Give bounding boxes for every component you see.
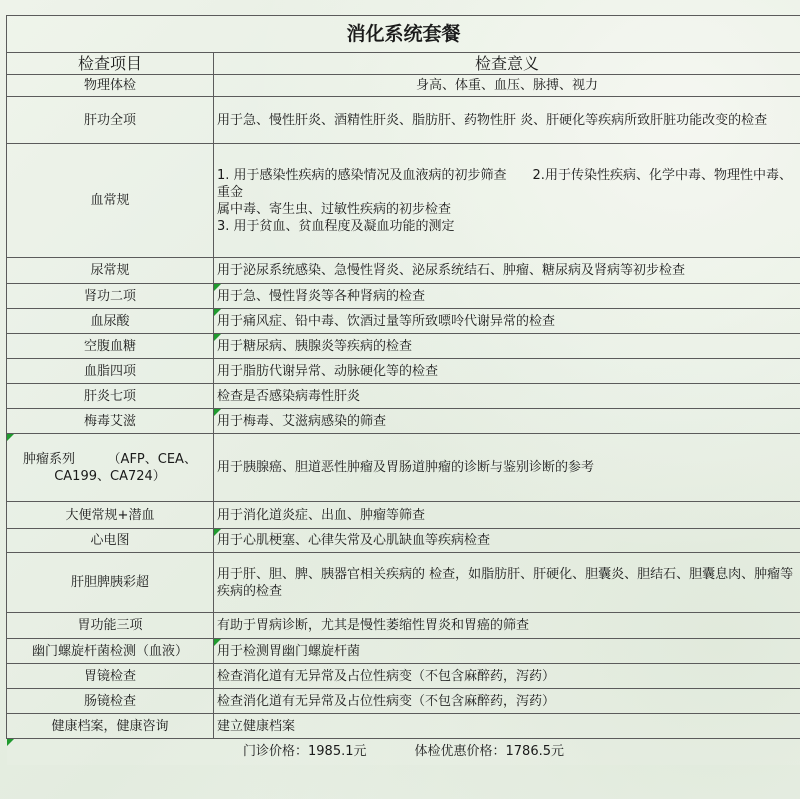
item-name: 空腹血糖 (7, 334, 214, 359)
table-row (7, 689, 800, 714)
clinic-price-label: 门诊价格： (242, 744, 308, 760)
item-desc: 身高、体重、血压、脉搏、视力 (214, 75, 800, 97)
package-title: 消化系统套餐 (7, 16, 800, 53)
package-table (6, 15, 800, 765)
table-row (7, 309, 800, 334)
item-desc: 检查消化道有无异常及占位性病变（不包含麻醉药，泻药） (214, 689, 800, 714)
price-summary (7, 739, 800, 765)
item-desc: 用于胰腺癌、胆道恶性肿瘤及胃肠道肿瘤的诊断与鉴别诊断的参考 (214, 434, 800, 502)
item-desc: 有助于胃病诊断，尤其是慢性萎缩性胃炎和胃癌的筛查 (214, 613, 800, 639)
table-row (7, 613, 800, 639)
clinic-price-value: 1985.1元 (308, 744, 367, 760)
item-desc: 用于心肌梗塞、心律失常及心肌缺血等疾病检查 (214, 529, 800, 553)
desc-line: 1. 用于感染性疾病的感染情况及血液病的初步筛查 2.用于传染性疾病、化学中毒、物理性中毒、重金 (217, 167, 792, 200)
item-name: 血常规 (7, 144, 214, 258)
item-name: 胃镜检查 (7, 664, 214, 689)
table-row (7, 409, 800, 434)
item-name: 肝胆脾胰彩超 (7, 553, 214, 613)
item-desc: 检查是否感染病毒性肝炎 (214, 384, 800, 409)
item-desc: 用于泌尿系统感染、急慢性肾炎、泌尿系统结石、肿瘤、糖尿病及肾病等初步检查 (214, 258, 800, 284)
item-name: 肿瘤系列 （AFP、CEA、CA199、CA724） (7, 434, 214, 502)
item-desc: 用于肝、胆、脾、胰器官相关疾病的 检查，如脂肪肝、肝硬化、胆囊炎、胆结石、胆囊息肉、肿瘤等疾病的检查 (214, 553, 800, 613)
item-name: 梅毒艾滋 (7, 409, 214, 434)
item-desc (214, 144, 800, 258)
table-row (7, 384, 800, 409)
discount-price-value: 1786.5元 (505, 744, 565, 760)
table-row (7, 75, 800, 97)
table-row (7, 97, 800, 144)
table-row (7, 553, 800, 613)
item-desc: 用于痛风症、铅中毒、饮酒过量等所致嘌呤代谢异常的检查 (214, 309, 800, 334)
item-name: 大便常规+潜血 (7, 502, 214, 529)
table-row (7, 502, 800, 529)
discount-price-label: 体检优惠价格： (414, 744, 506, 760)
item-name: 幽门螺旋杆菌检测（血液） (7, 639, 214, 664)
table-row (7, 714, 800, 739)
table-row (7, 258, 800, 284)
table-row (7, 529, 800, 553)
item-name: 肾功二项 (7, 284, 214, 309)
item-desc: 检查消化道有无异常及占位性病变（不包含麻醉药，泻药） (214, 664, 800, 689)
item-desc: 建立健康档案 (214, 714, 800, 739)
header-item: 检查项目 (7, 53, 214, 75)
price-row (7, 739, 800, 765)
item-desc: 用于急、慢性肾炎等各种肾病的检查 (214, 284, 800, 309)
item-name: 健康档案，健康咨询 (7, 714, 214, 739)
item-name: 血尿酸 (7, 309, 214, 334)
item-desc: 用于脂肪代谢异常、动脉硬化等的检查 (214, 359, 800, 384)
item-name: 肠镜检查 (7, 689, 214, 714)
header-meaning: 检查意义 (214, 53, 800, 75)
item-name: 肝功全项 (7, 97, 214, 144)
desc-line: 3. 用于贫血、贫血程度及凝血功能的测定 (217, 218, 455, 234)
table-row (7, 359, 800, 384)
table-row (7, 334, 800, 359)
table-row (7, 144, 800, 258)
item-name: 血脂四项 (7, 359, 214, 384)
item-name: 胃功能三项 (7, 613, 214, 639)
item-name: 尿常规 (7, 258, 214, 284)
item-name: 心电图 (7, 529, 214, 553)
item-desc: 用于检测胃幽门螺旋杆菌 (214, 639, 800, 664)
item-desc: 用于消化道炎症、出血、肿瘤等筛查 (214, 502, 800, 529)
desc-line: 属中毒、寄生虫、过敏性疾病的初步检查 (217, 201, 452, 217)
table-row (7, 664, 800, 689)
table-row (7, 284, 800, 309)
item-desc: 用于急、慢性肝炎、酒精性肝炎、脂肪肝、药物性肝 炎、肝硬化等疾病所致肝脏功能改变的检查 (214, 97, 800, 144)
item-desc: 用于梅毒、艾滋病感染的筛查 (214, 409, 800, 434)
item-desc: 用于糖尿病、胰腺炎等疾病的检查 (214, 334, 800, 359)
item-name: 物理体检 (7, 75, 214, 97)
table-row (7, 639, 800, 664)
item-name: 肝炎七项 (7, 384, 214, 409)
table-row (7, 434, 800, 502)
